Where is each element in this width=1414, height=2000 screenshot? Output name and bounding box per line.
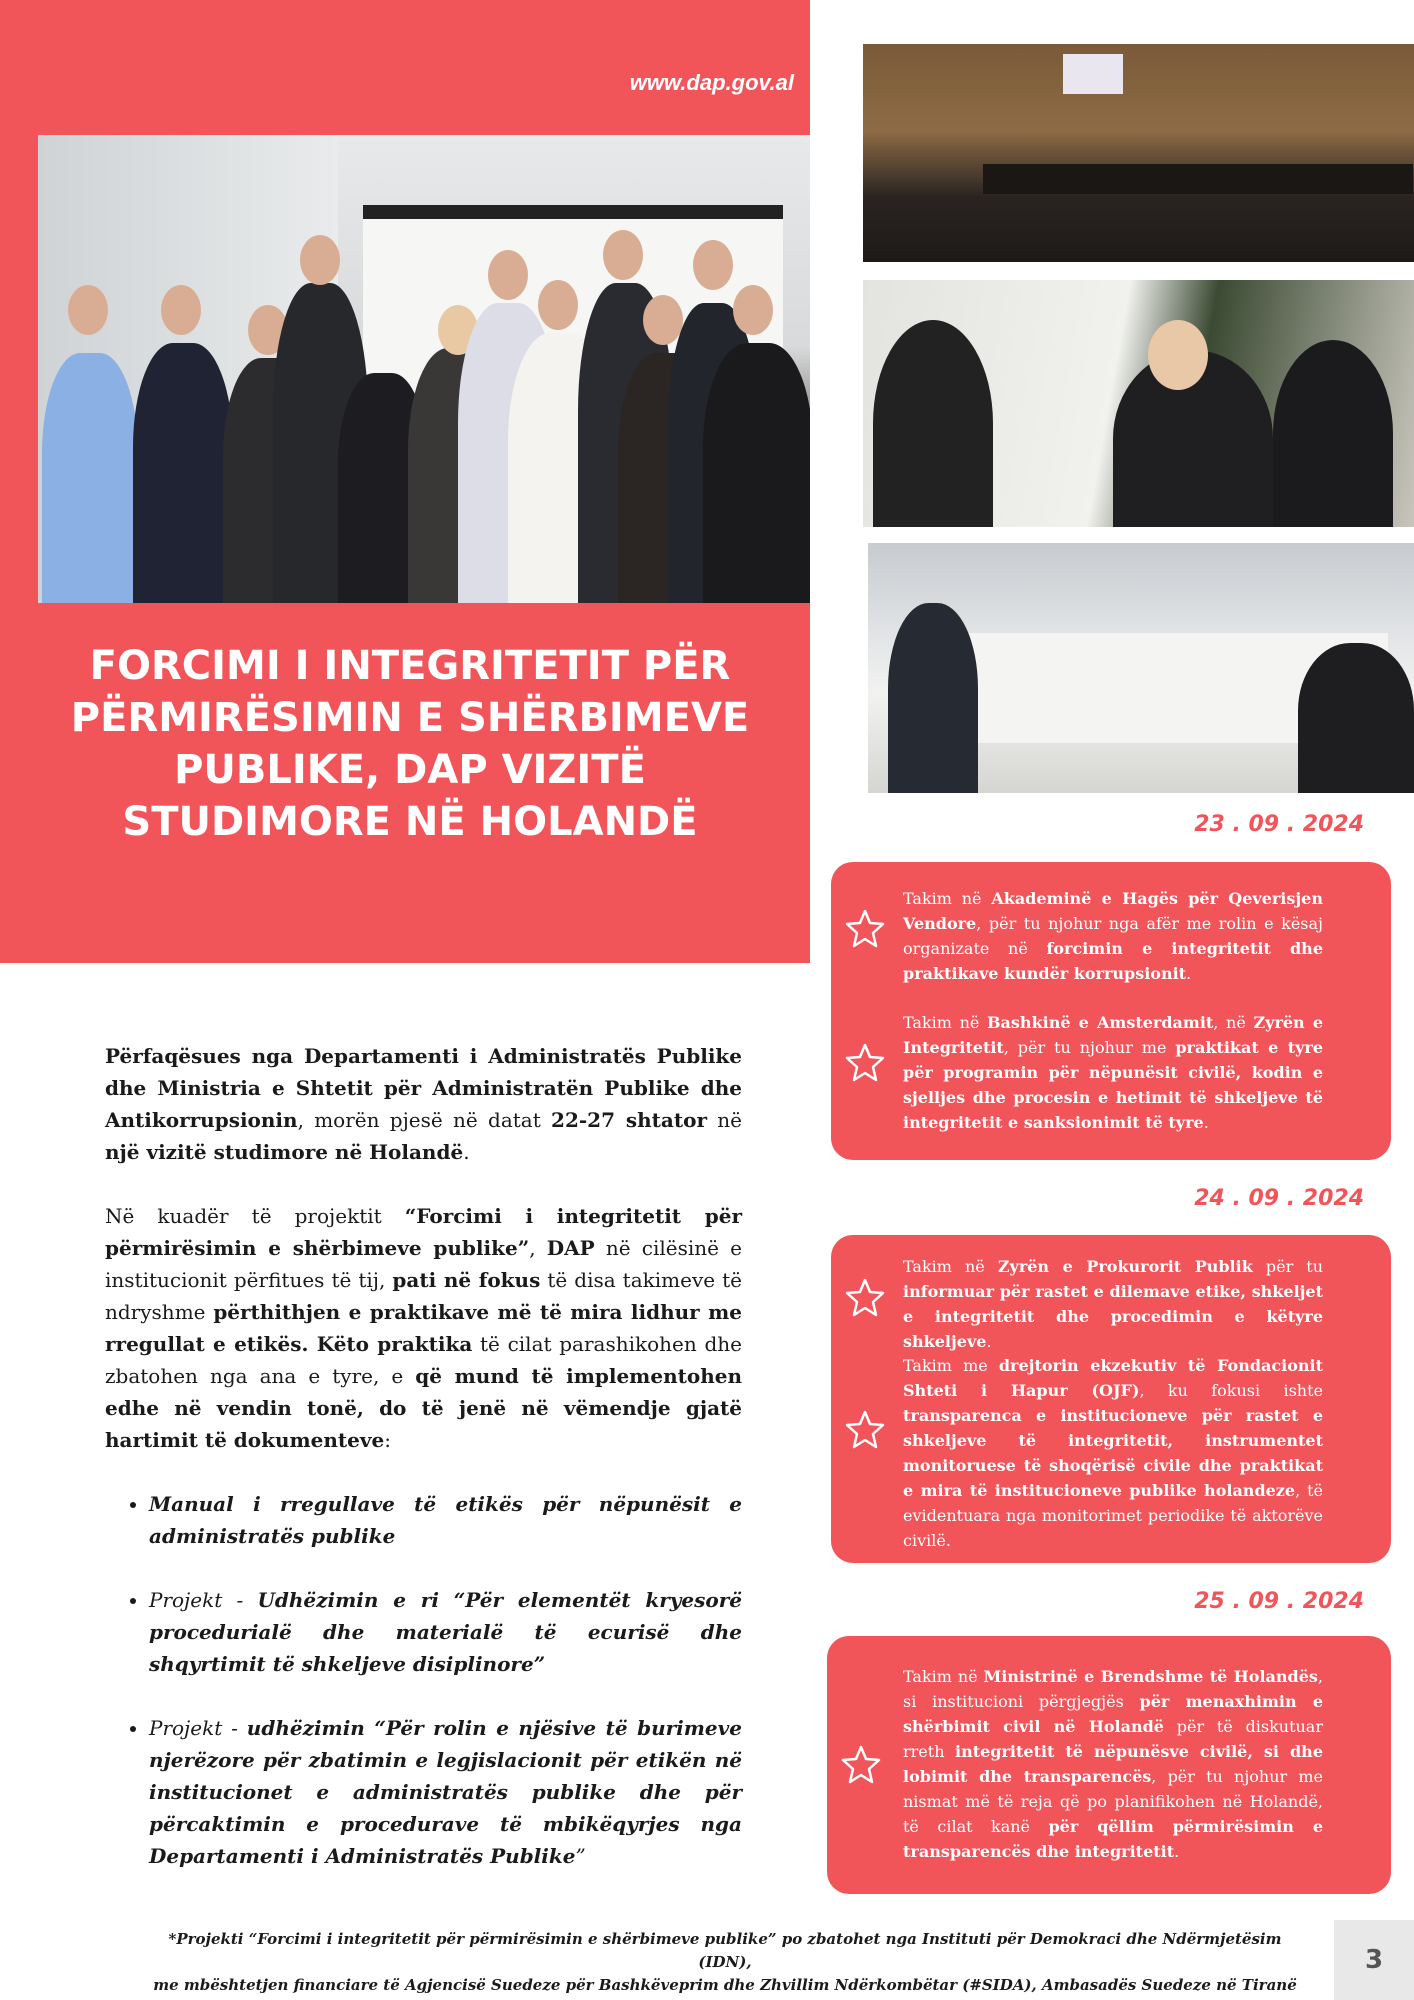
star-icon <box>845 1277 885 1317</box>
photo-person-head <box>643 295 683 345</box>
star-icon <box>845 1409 885 1449</box>
schedule-date: 25 . 09 . 2024 <box>1194 1589 1364 1614</box>
photo-person <box>42 353 138 603</box>
website-link[interactable]: www.dap.gov.al <box>629 70 794 95</box>
article-body <box>105 1040 742 1904</box>
meeting-photo-3 <box>868 543 1414 793</box>
group-photo <box>38 135 810 603</box>
photo-person-head <box>300 235 340 285</box>
photo-person <box>888 603 978 793</box>
schedule-box <box>827 1636 1391 1894</box>
intro-paragraph-1: Përfaqësues nga Departamenti i Administratës Publike dhe Ministria e Shtetit për Administratën Publike dhe Antikorrupsionin, morën pjesë në datat 22-27 shtator në një vizitë studimore në Holandë. <box>105 1044 743 1164</box>
footer-line-1: *Projekti “Forcimi i integritetit për përmirësimin e shërbimeve publike” po zbatohet nga Instituti për Demokraci dhe Ndërmjetësim (IDN), <box>168 1930 1282 1971</box>
schedule-date: 24 . 09 . 2024 <box>1194 1186 1364 1211</box>
photo-person-head <box>1148 320 1208 390</box>
schedule-box <box>831 1235 1391 1563</box>
star-icon <box>845 908 885 948</box>
schedule-entry: Takim në Zyrën e Prokurorit Publik për tu informuar për rastet e dilemave etike, shkeljet e integritetit dhe procedimin e këtyre shkeljeve. <box>903 1257 1324 1351</box>
footer-line-2: me mbështetjen financiare të Agjencisë Suedeze për Bashkëveprim dhe Zhvillim Ndërkombëtar (#SIDA), Ambasadës Suedeze në Tiranë <box>153 1976 1297 1994</box>
list-item: • Projekt - Udhëzimin e ri “Për elementët kryesorë procedurialë dhe materialë të ecurisë dhe shqyrtimit të shkeljeve disiplinore” <box>149 1584 742 1680</box>
photo-person-head <box>693 240 733 290</box>
photo-person-head <box>488 250 528 300</box>
schedule-date: 23 . 09 . 2024 <box>1194 812 1364 837</box>
intro-paragraph-2: Në kuadër të projektit “Forcimi i integritetit për përmirësimin e shërbimeve publike”, DAP në cilësinë e institucionit përfitues të tij, pati në fokus të disa takimeve të ndryshme përthithjen e praktikave më të mira lidhur me rregullat e etikës. Këto praktika të cilat parashikohen dhe zbatohen nga ana e tyre, e që mund të implementohen edhe në vendin tonë, do të jenë në vëmendje gjatë hartimit të dokumenteve: <box>105 1204 743 1452</box>
photo-person <box>1273 340 1393 527</box>
photo-person <box>1298 643 1414 793</box>
page-title: FORCIMI I INTEGRITETIT PËR PËRMIRËSIMIN E SHËRBIMEVE PUBLIKE, DAP VIZITË STUDIMORE NË HOLANDË <box>70 643 750 845</box>
schedule-entry: Takim në Bashkinë e Amsterdamit, në Zyrën e Integritetit, për tu njohur me praktikat e tyre për programin për nëpunësit civilë, kodin e sjelljes dhe procesin e hetimit të shkeljeve të integritetit e sanksionimit të tyre. <box>903 1013 1324 1132</box>
schedule-entry: Takim me drejtorin ekzekutiv të Fondacionit Shteti i Hapur (OJF), ku fokusi ishte transparenca e institucioneve për rastet e shkeljeve të integritetit, instrumentet monitoruese të shoqërisë civile dhe praktikat e mira të institucioneve publike holandeze, të evidentuara nga monitorimet periodike të aktorëve civilë. <box>903 1356 1324 1550</box>
photo-person-head <box>538 280 578 330</box>
photo-person-head <box>603 230 643 280</box>
photo-person-head <box>733 285 773 335</box>
document-list <box>105 1488 742 1872</box>
photo-person-head <box>68 285 108 335</box>
star-icon <box>845 1042 885 1082</box>
list-item: • Manual i rregullave të etikës për nëpunësit e administratës publike <box>149 1488 742 1552</box>
meeting-photo-1 <box>863 44 1414 262</box>
photo-person <box>703 343 810 603</box>
footer-note <box>150 1928 1300 1997</box>
page-number: 3 <box>1334 1920 1414 2000</box>
list-item: • Projekt - udhëzimin “Për rolin e njësive të burimeve njerëzore për zbatimin e legjislacionit për etikën në institucionet e administratës publike dhe për përcaktimin e procedurave të mbikëqyrjes nga Departamenti i Administratës Publike” <box>149 1712 742 1872</box>
photo-person-head <box>161 285 201 335</box>
star-icon <box>841 1744 881 1784</box>
photo-projection <box>1063 54 1123 94</box>
schedule-box <box>831 862 1391 1160</box>
photo-table <box>983 164 1413 194</box>
meeting-photo-2 <box>863 280 1414 527</box>
schedule-entry: Takim në Akademinë e Hagës për Qeverisjen Vendore, për tu njohur nga afër me rolin e kësaj organizate në forcimin e integritetit dhe praktikave kundër korrupsionit. <box>903 889 1323 983</box>
photo-person <box>873 320 993 527</box>
schedule-entry: Takim në Ministrinë e Brendshme të Holandës, si institucioni përgjegjës për menaxhimin e shërbimit civil në Holandë për të diskutuar rreth integritetit të nëpunësve civilë, si dhe lobimit dhe transparencës, për tu njohur me nismat më të reja që po planifikohen në Holandë, të cilat kanë për qëllim përmirësimin e transparencës dhe integritetit. <box>903 1667 1324 1861</box>
photo-person <box>133 343 233 603</box>
